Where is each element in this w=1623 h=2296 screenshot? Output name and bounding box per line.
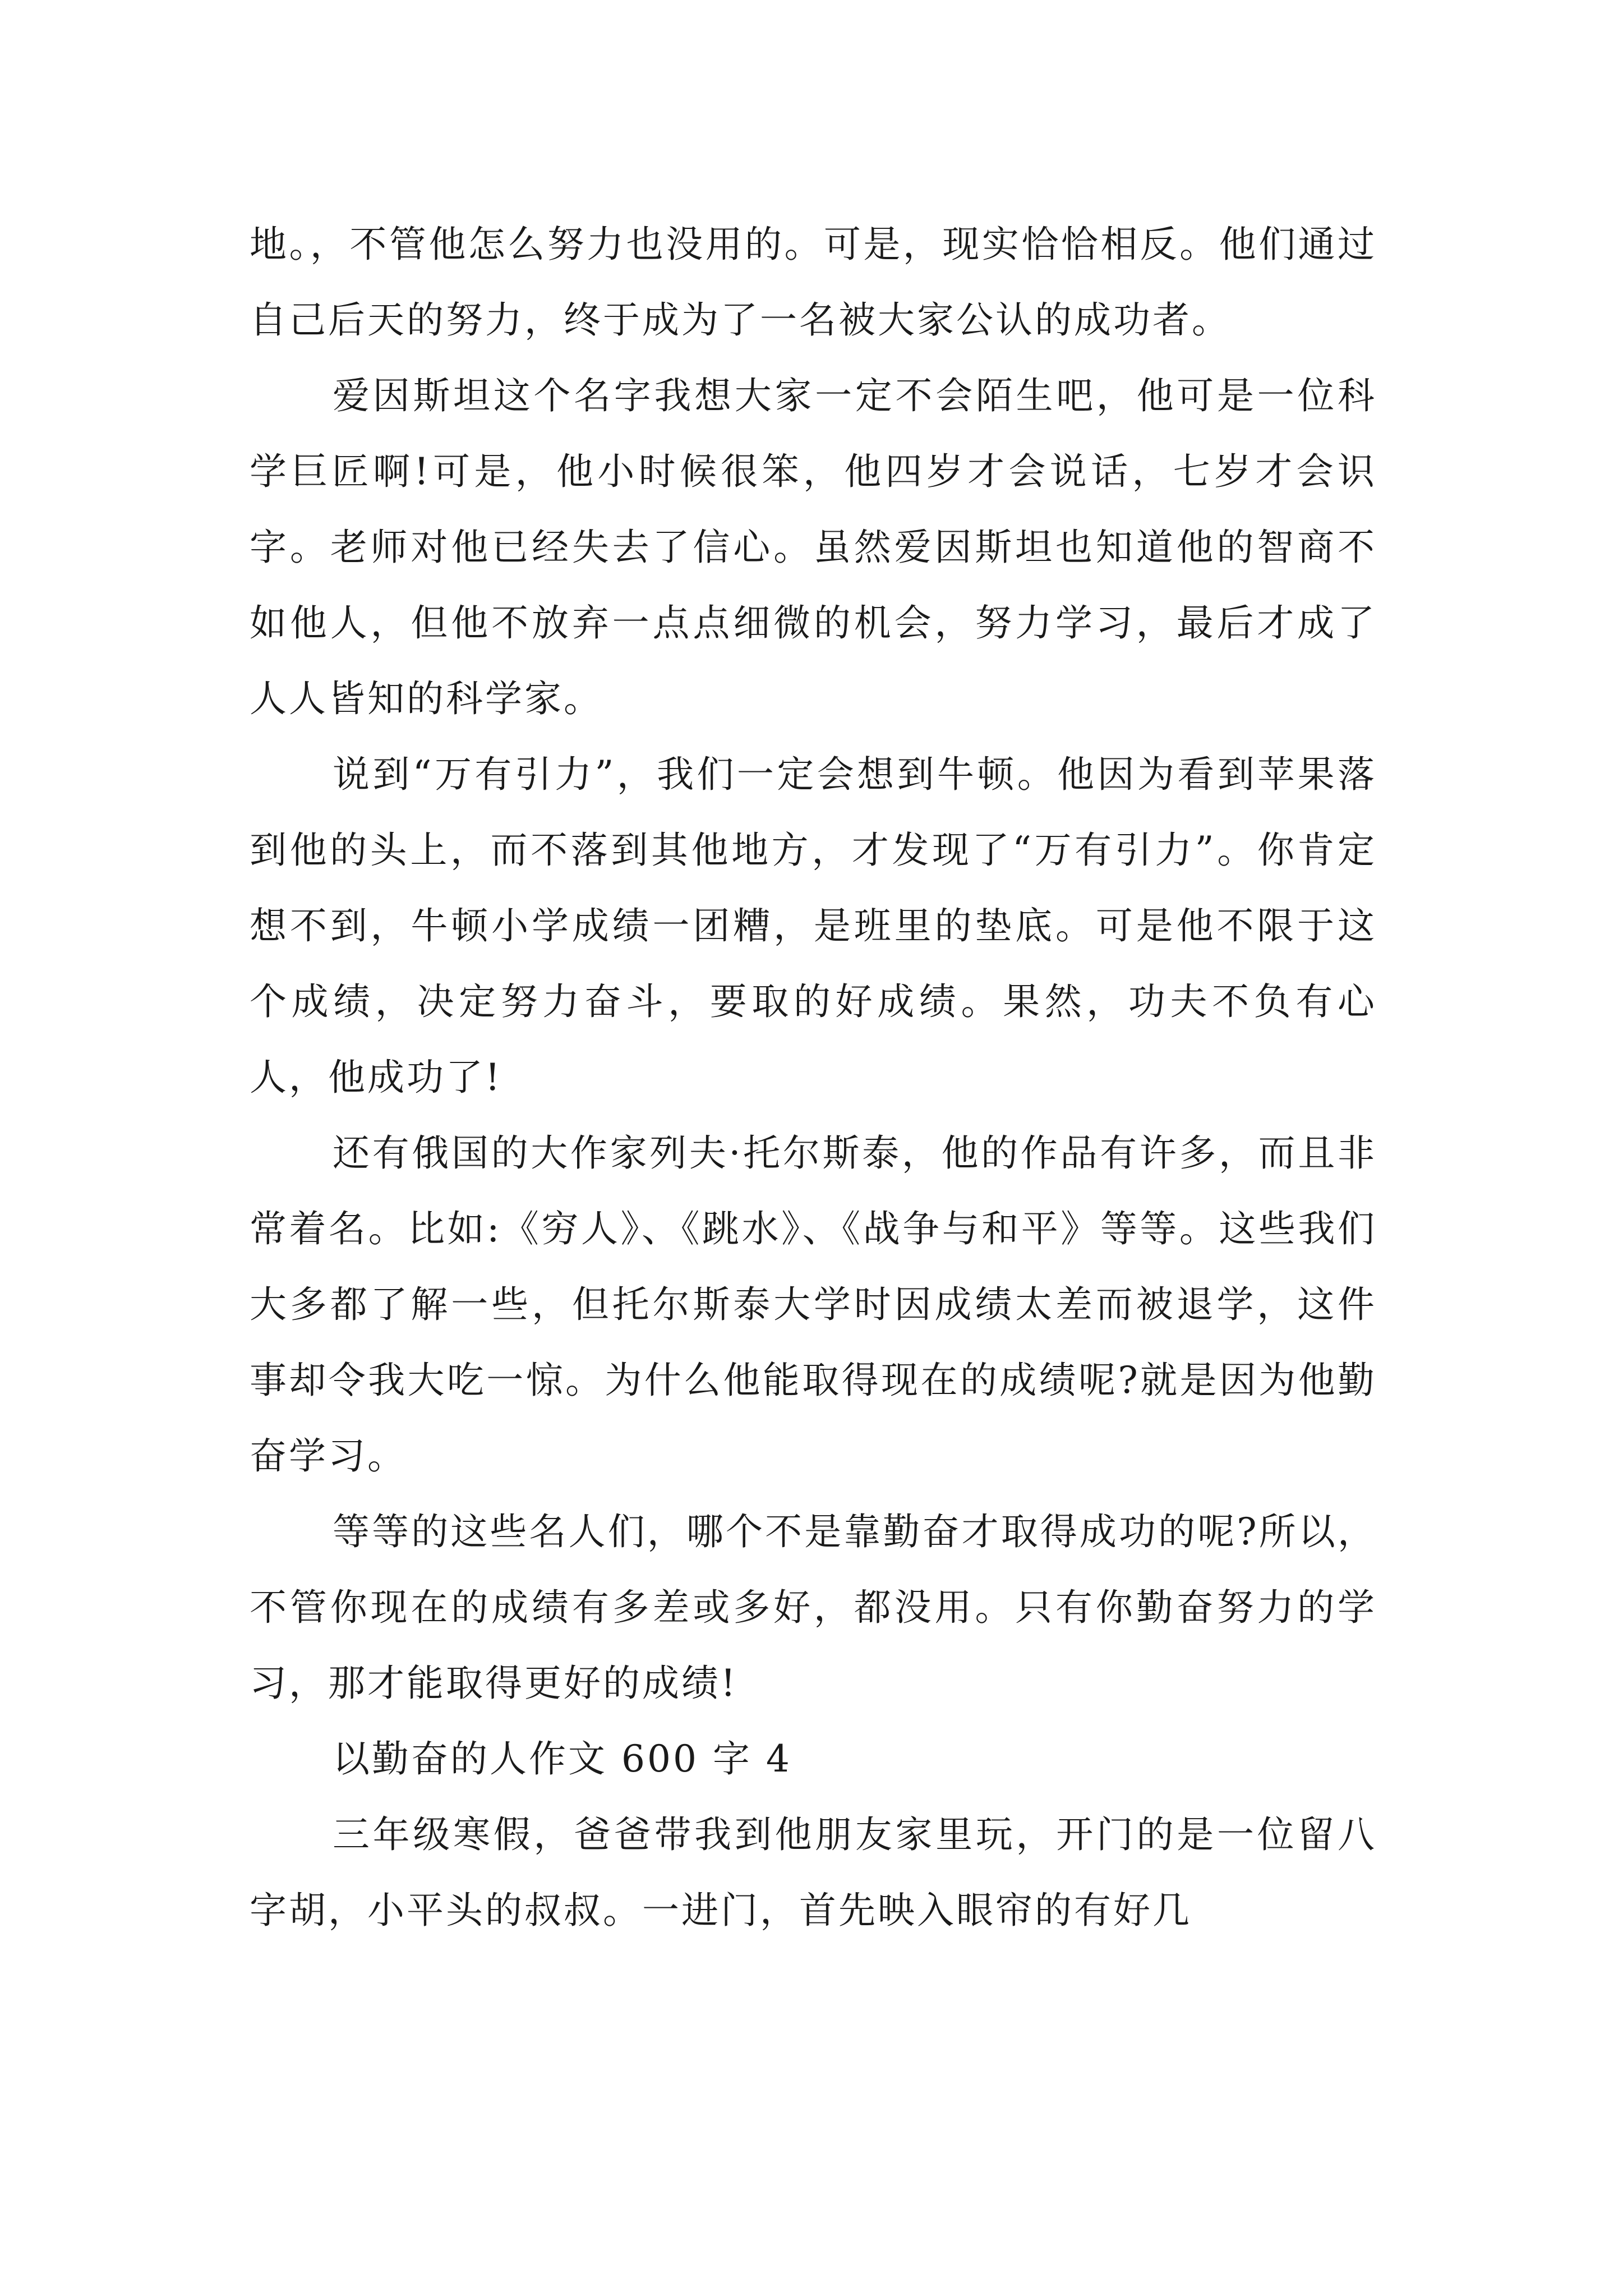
paragraph-tolstoy: 还有俄国的大作家列夫·托尔斯泰，他的作品有许多，而且非常着名。比如:《穷人》、《跳水》、《战争与和平》等等。这些我们大多都了解一些，但托尔斯泰大学时因成绩太差而被退学，这件事却令我大吃一惊。为什么他能取得现在的成绩呢?就是因为他勤奋学习。 bbox=[250, 1131, 1377, 1478]
document-body bbox=[250, 206, 1377, 1948]
paragraph-1: 地。，不管他怎么努力也没用的。可是，现实恰恰相反。他们通过自己后天的努力，终于成为了一名被大家公认的成功者。 bbox=[250, 223, 1377, 342]
paragraph-einstein: 爱因斯坦这个名字我想大家一定不会陌生吧，他可是一位科学巨匠啊!可是，他小时候很笨，他四岁才会说话，七岁才会识字。老师对他已经失去了信心。虽然爱因斯坦也知道他的智商不如他人，但他不放弃一点点细微的机会，努力学习，最后才成了人人皆知的科学家。 bbox=[250, 374, 1377, 720]
section-heading: 以勤奋的人作文 600 字 4 bbox=[333, 1737, 792, 1780]
paragraph-newton: 说到“万有引力”，我们一定会想到牛顿。他因为看到苹果落到他的头上，而不落到其他地方，才发现了“万有引力”。你肯定想不到，牛顿小学成绩一团糟，是班里的垫底。可是他不限于这个成绩，决定努力奋斗，要取的好成绩。果然，功夫不负有心人，他成功了! bbox=[250, 753, 1377, 1099]
paragraph-essay-4-start: 三年级寒假，爸爸带我到他朋友家里玩，开门的是一位留八字胡，小平头的叔叔。一进门，首先映入眼帘的有好几 bbox=[250, 1813, 1377, 1932]
paragraph-conclusion: 等等的这些名人们，哪个不是靠勤奋才取得成功的呢?所以，不管你现在的成绩有多差或多好，都没用。只有你勤奋努力的学习，那才能取得更好的成绩! bbox=[250, 1510, 1377, 1705]
